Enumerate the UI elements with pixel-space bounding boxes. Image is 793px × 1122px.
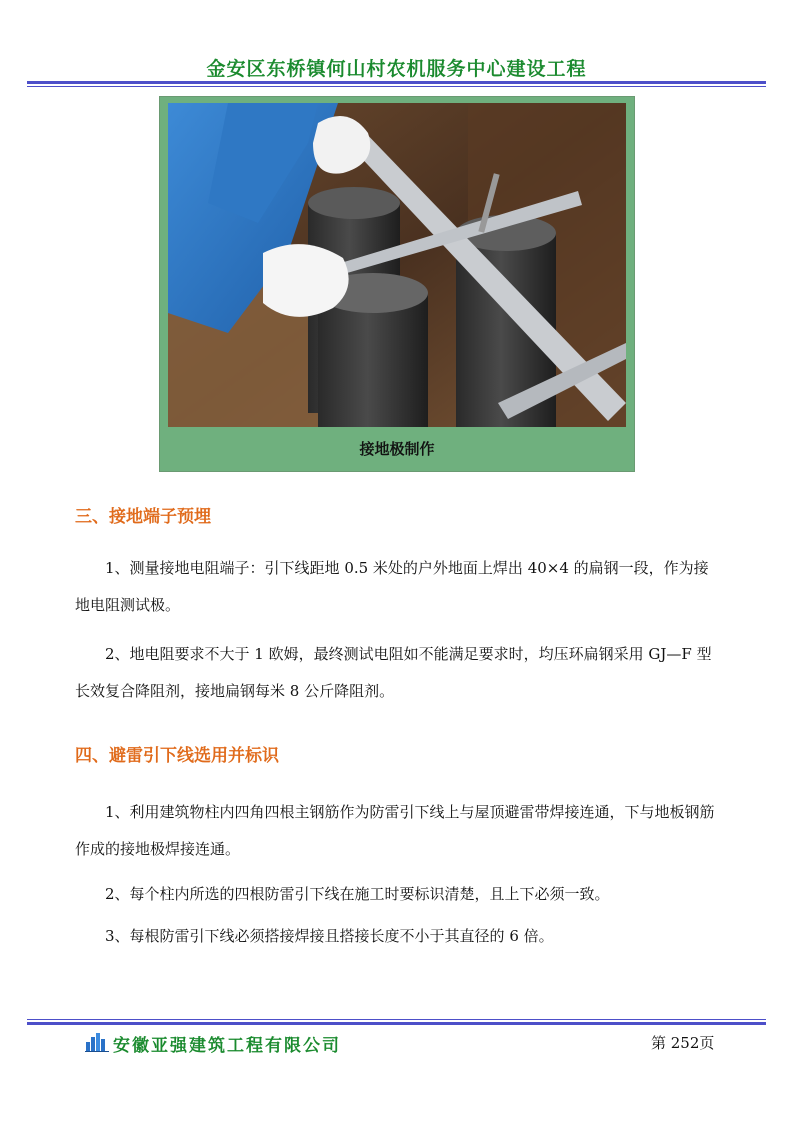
grounding-electrode-photo xyxy=(168,103,626,427)
footer-rule-thick xyxy=(27,1022,766,1025)
footer-page-number: 第 252页 xyxy=(651,1034,715,1052)
paragraph-terminal-1: 1、测量接地电阻端子：引下线距地 0.5 米处的户外地面上焊出 40×4 的扁钢一段，作为接地电阻测试极。 xyxy=(75,559,709,614)
figure-caption: 接地极制作 xyxy=(359,440,435,458)
paragraph-downconductor-1: 1、利用建筑物柱内四角四根主钢筋作为防雷引下线上与屋顶避雷带焊接连通，下与地板钢筋作成的接地极焊接连通。 xyxy=(75,803,715,858)
header-rule-thick xyxy=(27,81,766,84)
paragraph-terminal-2: 2、地电阻要求不大于 1 欧姆，最终测试电阻如不能满足要求时，均压环扁钢采用 GJ—F 型长效复合降阻剂，接地扁钢每米 8 公斤降阻剂。 xyxy=(75,645,712,700)
building-logo-icon xyxy=(85,1032,109,1052)
header-rule-thin xyxy=(27,86,766,87)
figure-box xyxy=(159,96,635,472)
photo-illustration xyxy=(168,103,626,427)
paragraph-downconductor-2: 2、每个柱内所选的四根防雷引下线在施工时要标识清楚，且上下必须一致。 xyxy=(105,885,610,903)
paragraph-downconductor-3: 3、每根防雷引下线必须搭接焊接且搭接长度不小于其直径的 6 倍。 xyxy=(105,927,554,945)
footer-rule-thin xyxy=(27,1019,766,1020)
section-heading-downconductor: 四、避雷引下线选用并标识 xyxy=(75,746,279,766)
page-header-title: 金安区东桥镇何山村农机服务中心建设工程 xyxy=(206,58,587,80)
footer-company-name: 安徽亚强建筑工程有限公司 xyxy=(113,1036,341,1056)
section-heading-terminal: 三、接地端子预埋 xyxy=(75,507,211,527)
